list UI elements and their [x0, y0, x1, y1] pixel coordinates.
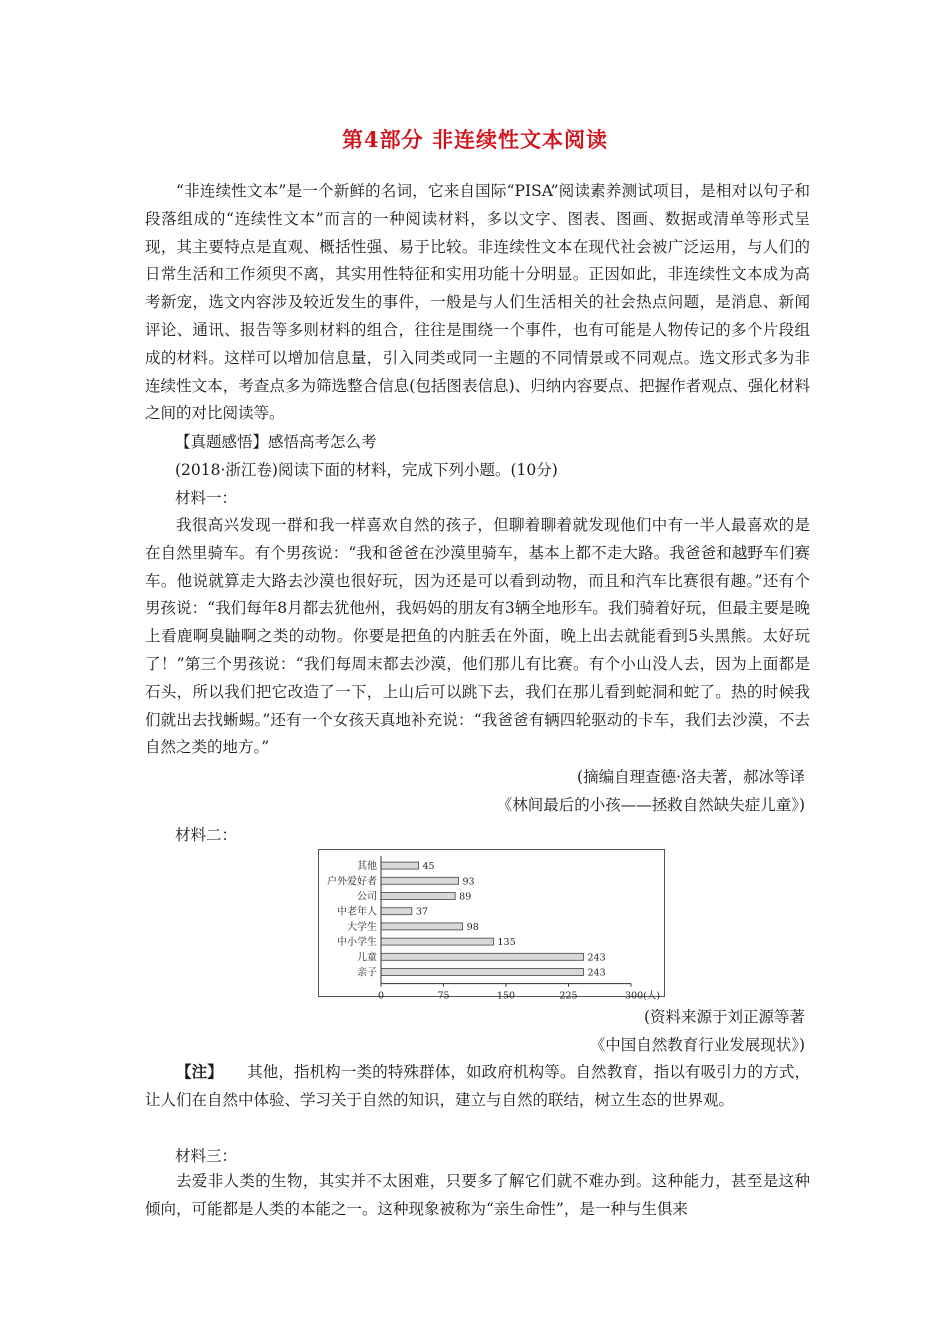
- material1-label: 材料一：: [175, 489, 238, 507]
- exam-line: (2018·浙江卷)阅读下面的材料，完成下列小题。(10分): [175, 461, 558, 479]
- section-heading-text: 【真题感悟】感悟高考怎么考: [175, 433, 377, 451]
- bar-chart: [318, 849, 665, 1002]
- material2-label: 材料二：: [175, 826, 238, 844]
- value-label: 135: [497, 937, 516, 949]
- category-label: 中小学生: [337, 937, 377, 949]
- material1-source-line2: 《林间最后的小孩——拯救自然缺失症儿童》): [496, 796, 805, 814]
- category-label: 儿童: [357, 952, 377, 964]
- material1-source-line1: (摘编自理查德·洛夫著，郝冰等译: [577, 768, 805, 786]
- category-label: 大学生: [347, 921, 377, 933]
- category-label: 其他: [357, 861, 377, 873]
- value-label: 89: [459, 891, 472, 903]
- category-label: 户外爱好者: [327, 876, 377, 888]
- material1-paragraph: [145, 512, 810, 762]
- bar-3: [381, 908, 412, 915]
- bar-7: [381, 969, 584, 976]
- x-tick-label: 0: [377, 990, 385, 1002]
- bar-6: [381, 953, 584, 960]
- material2-source-line2: 《中国自然教育行业发展现状》): [589, 1036, 805, 1054]
- value-label: 243: [587, 967, 606, 979]
- intro-paragraph: [145, 178, 810, 428]
- note-label: 【注】: [176, 1062, 223, 1081]
- note-paragraph: [145, 1058, 810, 1115]
- x-tick-label: 225: [559, 990, 578, 1002]
- bar-4: [381, 923, 463, 930]
- category-label: 亲子: [357, 967, 377, 979]
- note-text: 其他，指机构一类的特殊群体，如政府机构等。自然教育，指以有吸引力的方式，让人们在自然中体验、学习关于自然的知识，建立与自然的联结，树立生态的世界观。: [145, 1063, 810, 1109]
- value-label: 45: [422, 861, 435, 873]
- note-content: [145, 1058, 810, 1115]
- material3-text: 去爱非人类的生物，其实并不太困难，只要多了解它们就不难办到。这种能力，甚至是这种倾向，可能都是人类的本能之一。这种现象被称为“亲生命性”，是一种与生俱来: [145, 1172, 810, 1218]
- material2-source-line1: (资料来源于刘正源等著: [643, 1008, 805, 1026]
- x-tick-label: 75: [437, 990, 450, 1002]
- intro-text: “非连续性文本”是一个新鲜的名词，它来自国际“PISA”阅读素养测试项目，是相对以句子和段落组成的“连续性文本”而言的一种阅读材料，多以文字、图表、图画、数据或清单等形式呈现，其主要特点是直观、概括性强、易于比较。非连续性文本在现代社会被广泛运用，与人们的日常生活和工作须臾不离，其实用性特征和实用功能十分明显。正因如此，非连续性文本成为高考新宠，选文内容涉及较近发生的事件，一般是与人们生活相关的社会热点问题，是消息、新闻评论、通讯、报告等多则材料的组合，往往是围绕一个事件，也有可能是人物传记的多个片段组成的材料。这样可以增加信息量，引入同类或同一主题的不同情景或不同观点。选文形式多为非连续性文本，考查点多为筛选整合信息(包括图表信息)、归纳内容要点、把握作者观点、强化材料之间的对比阅读等。: [145, 182, 810, 423]
- x-tick-label: 300(人): [625, 990, 661, 1002]
- value-label: 37: [415, 906, 428, 918]
- material3-paragraph: [145, 1168, 810, 1224]
- bar-1: [381, 877, 459, 884]
- bar-0: [381, 862, 419, 869]
- category-label: 中老年人: [337, 906, 377, 918]
- bar-2: [381, 893, 455, 900]
- bar-5: [381, 938, 494, 945]
- value-label: 98: [466, 921, 479, 933]
- value-label: 93: [462, 876, 475, 888]
- material1-text: 我很高兴发现一群和我一样喜欢自然的孩子，但聊着聊着就发现他们中有一半人最喜欢的是在自然里骑车。有个男孩说：“我和爸爸在沙漠里骑车，基本上都不走大路。我爸爸和越野车们赛车。他说就算走大路去沙漠也很好玩，因为还是可以看到动物，而且和汽车比赛很有趣。”还有个男孩说：“我们每年8月都去犹他州，我妈妈的朋友有3辆全地形车。我们骑着好玩，但最主要是晚上看鹿啊臭鼬啊之类的动物。你要是把鱼的内脏丢在外面，晚上出去就能看到5头黑熊。太好玩了！”第三个男孩说：“我们每周末都去沙漠，他们那儿有比赛。有个小山没人去，因为上面都是石头，所以我们把它改造了一下，上山后可以跳下去，我们在那儿看到蛇洞和蛇了。热的时候我们就出去找蜥蜴。”还有一个女孩天真地补充说：“我爸爸有辆四轮驱动的卡车，我们去沙漠，不去自然之类的地方。”: [145, 516, 810, 757]
- value-label: 243: [587, 952, 606, 964]
- bar-chart-svg: [319, 850, 664, 1002]
- section-heading: [175, 430, 377, 452]
- category-label: 公司: [357, 891, 377, 903]
- page-title: 第4部分 非连续性文本阅读: [342, 127, 608, 152]
- x-tick-label: 150: [496, 990, 516, 1002]
- material3-label: 材料三：: [175, 1147, 238, 1165]
